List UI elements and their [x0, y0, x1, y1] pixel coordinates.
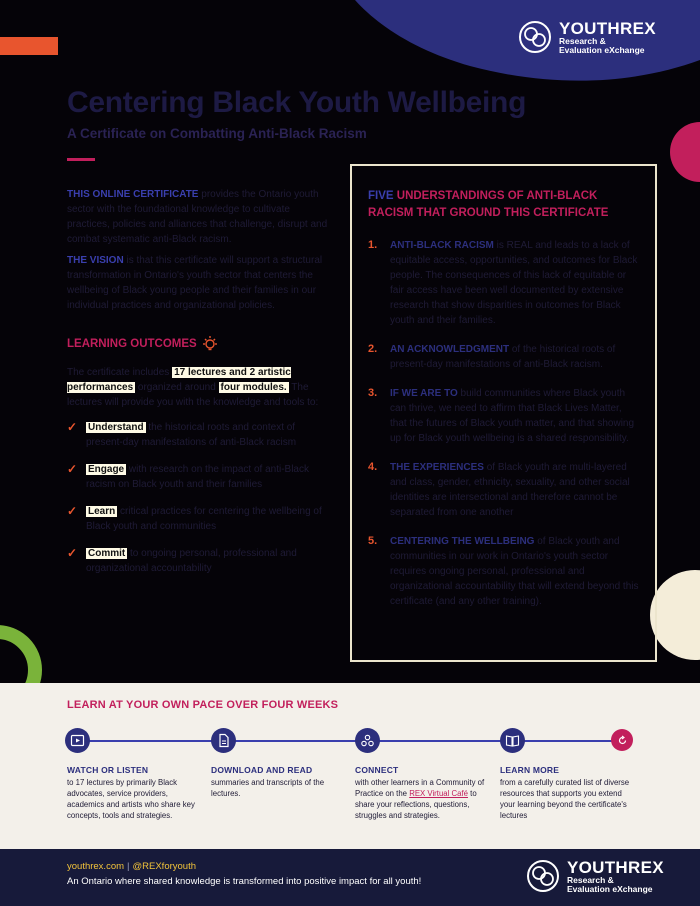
pace-section	[0, 683, 700, 849]
outcomes-list	[67, 420, 332, 576]
item-number: 2.	[368, 343, 378, 355]
list-item	[67, 504, 332, 534]
item-text: of Black youth and communities in our work in Ontario's youth sector requires ongoing personal, professional and organizational accountability that will extend beyond this certificate (and any other training).	[390, 536, 639, 607]
step-learn-more	[500, 765, 636, 821]
step-download	[211, 765, 347, 799]
intro-text: provides the Ontario youth sector with the foundational knowledge to cultivate practices, policies and alliances that challenge, disrupt and combat systematic anti-Black racism.	[67, 189, 328, 245]
cream-circle-decoration	[650, 570, 700, 660]
item-number: 5.	[368, 535, 378, 547]
learning-outcomes-label: LEARNING OUTCOMES	[67, 337, 197, 350]
item-text: of the historical roots of present-day manifestations of anti-Black racism.	[390, 344, 616, 370]
footer-youthrex-logo[interactable]	[525, 858, 664, 894]
step-title: LEARN MORE	[500, 765, 560, 775]
refresh-icon	[611, 729, 633, 751]
website-link[interactable]: youthrex.com	[67, 861, 125, 872]
logo-tagline-1: Research &	[567, 874, 614, 885]
item-lead: IF WE ARE TO	[390, 388, 458, 399]
outcomes-highlight-modules: four modules.	[220, 382, 287, 393]
vision-paragraph	[67, 253, 332, 313]
item-number: 4.	[368, 461, 378, 473]
step-text	[355, 777, 491, 821]
outcome-text: with research on the impact of anti-Black racism on Black youth and their families	[86, 464, 309, 490]
item-lead: CENTERING THE WELLBEING	[390, 536, 535, 547]
step-text: from a carefully curated list of diverse resources that supports you extend your learning beyond the certificate's lectures	[500, 778, 630, 820]
pace-heading: LEARN AT YOUR OWN PACE OVER FOUR WEEKS	[67, 699, 339, 711]
step-connect	[355, 765, 491, 821]
outcome-text: to ongoing personal, professional and organizational accountability	[86, 548, 297, 574]
step-title: CONNECT	[355, 765, 399, 775]
outcome-verb: Commit	[88, 548, 126, 559]
logo-tagline-2: Evaluation eXchange	[567, 883, 653, 894]
item-text: of Black youth are multi-layered and class, gender, ethnicity, sexuality, and other social identities are intersectional and therefore cannot be separated from one another	[390, 462, 630, 518]
step-text: summaries and transcripts of the lectures.	[211, 778, 325, 798]
outcome-text: the historical roots and context of present-day manifestations of anti-Black racism	[86, 422, 297, 448]
item-number: 1.	[368, 239, 378, 251]
item-text: is REAL and leads to a lack of equitable access, opportunities, and outcomes for Black people. The consequences of this lack of equitable or fair access have been well documented by extensive research that show disparities in outcomes for Black youth and their families.	[390, 240, 638, 326]
title-divider	[67, 158, 95, 161]
outcome-text: critical practices for centering the wellbeing of Black youth and communities	[86, 506, 322, 532]
understandings-heading	[368, 188, 639, 222]
book-icon	[500, 728, 525, 753]
footer-separator: |	[127, 861, 130, 872]
rex-virtual-cafe-link[interactable]: REX Virtual Café	[409, 789, 468, 798]
logo-wordmark: YOUTHREX	[559, 18, 656, 38]
timeline-line	[77, 740, 622, 742]
step-watch	[67, 765, 203, 821]
outcomes-intro	[67, 365, 332, 410]
footer	[0, 849, 700, 906]
list-item	[368, 386, 639, 446]
list-item	[368, 238, 639, 328]
youthrex-logo[interactable]	[517, 19, 656, 55]
checkmark-icon: ✓	[67, 462, 78, 476]
outcomes-intro-c: The lectures will provide you with the knowledge and tools to:	[67, 382, 319, 408]
step-text: to 17 lectures by primarily Black advocates, service providers, academics and artists who share key concepts, tools and strategies.	[67, 778, 195, 820]
outcome-verb: Learn	[88, 506, 116, 517]
footer-links	[67, 861, 196, 872]
item-lead: ANTI-BLACK RACISM	[390, 240, 494, 251]
youthrex-logo-icon	[517, 19, 553, 55]
outcomes-highlight-lectures: 17 lectures and 2 artistic performances	[67, 367, 291, 393]
document-icon	[211, 728, 236, 753]
item-lead: AN ACKNOWLEDGMENT	[390, 344, 510, 355]
understandings-heading-a: FIVE	[368, 190, 397, 202]
outcomes-intro-b: organized around	[135, 382, 219, 393]
outcome-verb: Understand	[88, 422, 144, 433]
intro-paragraph	[67, 187, 332, 247]
checkmark-icon: ✓	[67, 546, 78, 560]
orange-accent-bar	[0, 37, 58, 55]
understandings-panel	[350, 164, 657, 662]
learning-outcomes-heading	[67, 335, 332, 353]
list-item	[368, 460, 639, 520]
outcomes-intro-a: The certificate includes	[67, 367, 173, 378]
step-title: DOWNLOAD AND READ	[211, 765, 313, 775]
footer-tagline: An Ontario where shared knowledge is transformed into positive impact for all youth!	[67, 876, 422, 887]
vision-lead: THE VISION	[67, 255, 124, 266]
vision-text: is that this certificate will support a structural transformation in Ontario's youth sector that centers the wellbeing of Black young people and their families in our individual practices and organizational policies.	[67, 255, 323, 311]
list-item	[368, 342, 639, 372]
checkmark-icon: ✓	[67, 420, 78, 434]
youthrex-logo-icon	[525, 858, 561, 894]
page-subtitle: A Certificate on Combatting Anti-Black Racism	[67, 126, 367, 141]
item-text: build communities where Black youth can thrive, we need to affirm that Black Lives Matter, that the futures of Black youth matter, and that showing up for Black youth wellbeing is a shared responsibility.	[390, 388, 635, 444]
page-title: Centering Black Youth Wellbeing	[67, 86, 527, 119]
logo-wordmark: YOUTHREX	[567, 857, 664, 877]
list-item	[368, 534, 639, 609]
understandings-heading-b: UNDERSTANDINGS OF ANTI-BLACK RACISM THAT GROUND THIS CERTIFICATE	[368, 190, 609, 219]
video-icon	[65, 728, 90, 753]
outcome-verb: Engage	[88, 464, 125, 475]
intro-column	[67, 187, 332, 588]
social-handle-link[interactable]: @REXforyouth	[132, 861, 197, 872]
step-title: WATCH OR LISTEN	[67, 765, 149, 775]
lightbulb-icon	[201, 335, 219, 353]
list-item	[67, 546, 332, 576]
community-icon	[355, 728, 380, 753]
item-lead: THE EXPERIENCES	[390, 462, 484, 473]
logo-tagline-2: Evaluation eXchange	[559, 44, 645, 55]
step-text-a: with other learners in a Community of Practice on the	[355, 778, 485, 798]
step-text-b: to share your reflections, questions, struggles and strategies.	[355, 789, 477, 820]
list-item	[67, 462, 332, 492]
pink-circle-decoration	[670, 122, 700, 182]
list-item	[67, 420, 332, 450]
item-number: 3.	[368, 387, 378, 399]
logo-tagline-1: Research &	[559, 35, 606, 46]
checkmark-icon: ✓	[67, 504, 78, 518]
intro-lead: THIS ONLINE CERTIFICATE	[67, 189, 199, 200]
